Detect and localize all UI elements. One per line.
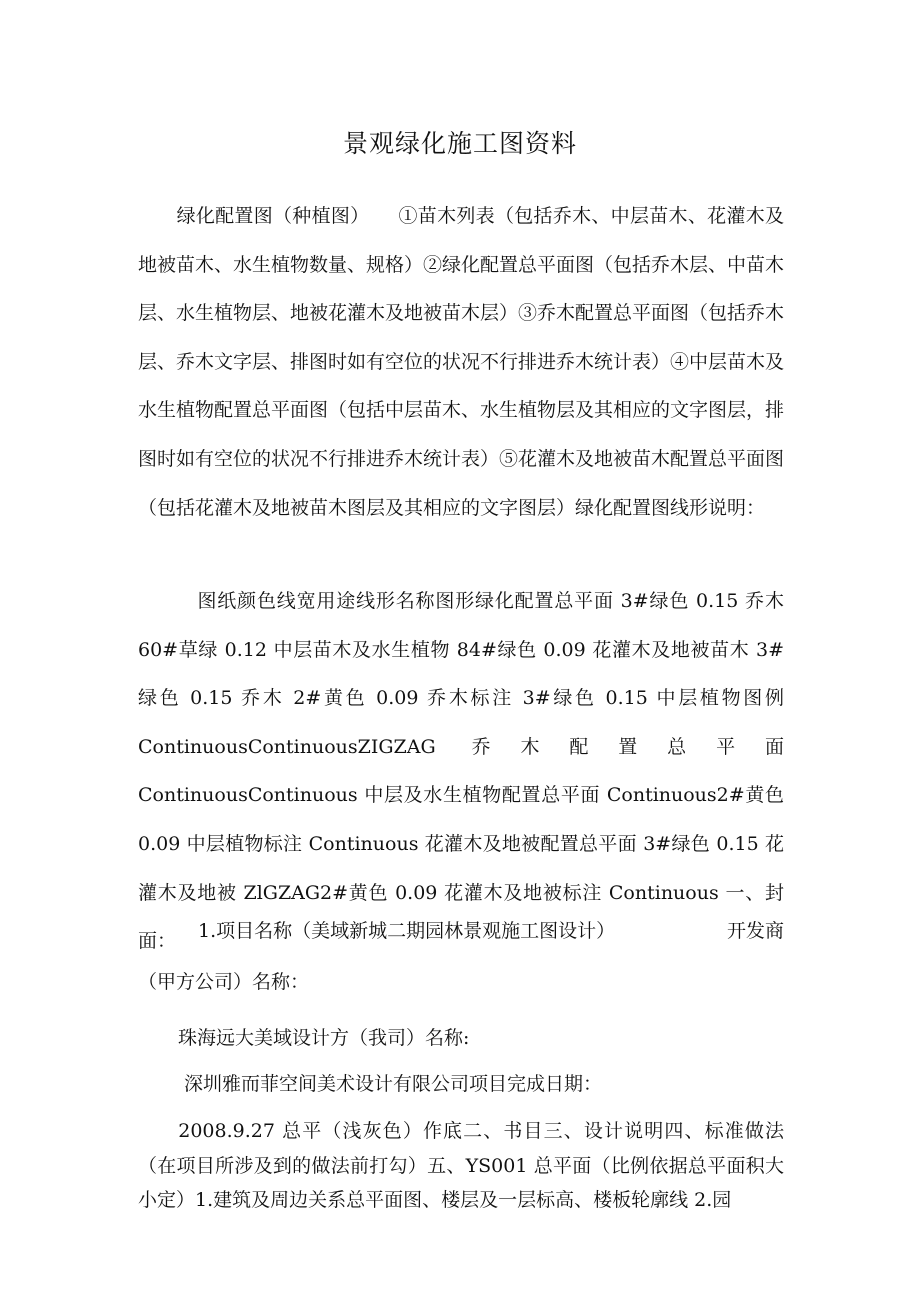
developer-label: 开发商 [726, 920, 784, 942]
company-line: 深圳雅而菲空间美术设计有限公司项目完成日期： [184, 1073, 603, 1095]
designer-line: 珠海远大美域设计方（我司）名称: [178, 1027, 470, 1049]
line-style-paragraph: 图纸颜色线宽用途线形名称图形绿化配置总平面 3#绿色 0.15 乔木 60#草绿 0.12 中层苗木及水生植物 84#绿色 0.09 花灌木及地被苗木 3#绿色 0.15 乔木 2#黄色 0.09 乔木标注 3#绿色 0.15 中层植物图例 ContinuousContinuousZIGZAG 乔木配置总平面 ContinuousContinuous 中层及水生植物配置总平面 Continuous2#黄色 0.09 中层植物标注 Continuous 花灌木及地被配置总平面 3#绿色 0.15 花灌木及地被 ZlGZAG2#黄色 0.09 花灌木及地被标注 Continuous 一、封面： [138, 590, 784, 953]
greening-drawing-paragraph: 绿化配置图（种植图） ①苗木列表（包括乔木、中层苗木、花灌木及地被苗木、水生植物数量、规格）②绿化配置总平面图（包括乔木层、中苗木层、水生植物层、地被花灌木及地被苗木层）③乔木配置总平面图（包括乔木层、乔木文字层、排图时如有空位的状况不行排进乔木统计表）④中层苗木及水生植物配置总平面图（包括中层苗木、水生植物层及其相应的文字图层，排图时如有空位的状况不行排进乔木统计表）⑤花灌木及地被苗木配置总平面图（包括花灌木及地被苗木图层及其相应的文字图层）绿化配置图线形说明： [138, 205, 785, 519]
document-title: 景观绿化施工图资料 [342, 129, 577, 158]
developer-name-line: （甲方公司）名称： [138, 971, 310, 993]
contents-paragraph: 2008.9.27 总平（浅灰色）作底二、书目三、设计说明四、标准做法（在项目所涉及到的做法前打勾）五、YS001 总平面（比例依据总平面积大小定）1.建筑及周边关系总平面图、楼层及一层标高、楼板轮廓线 2.园 [138, 1120, 784, 1211]
project-name-text: 1.项目名称（美域新城二期园林景观施工图设计） [198, 920, 616, 942]
project-name-line [198, 916, 784, 943]
